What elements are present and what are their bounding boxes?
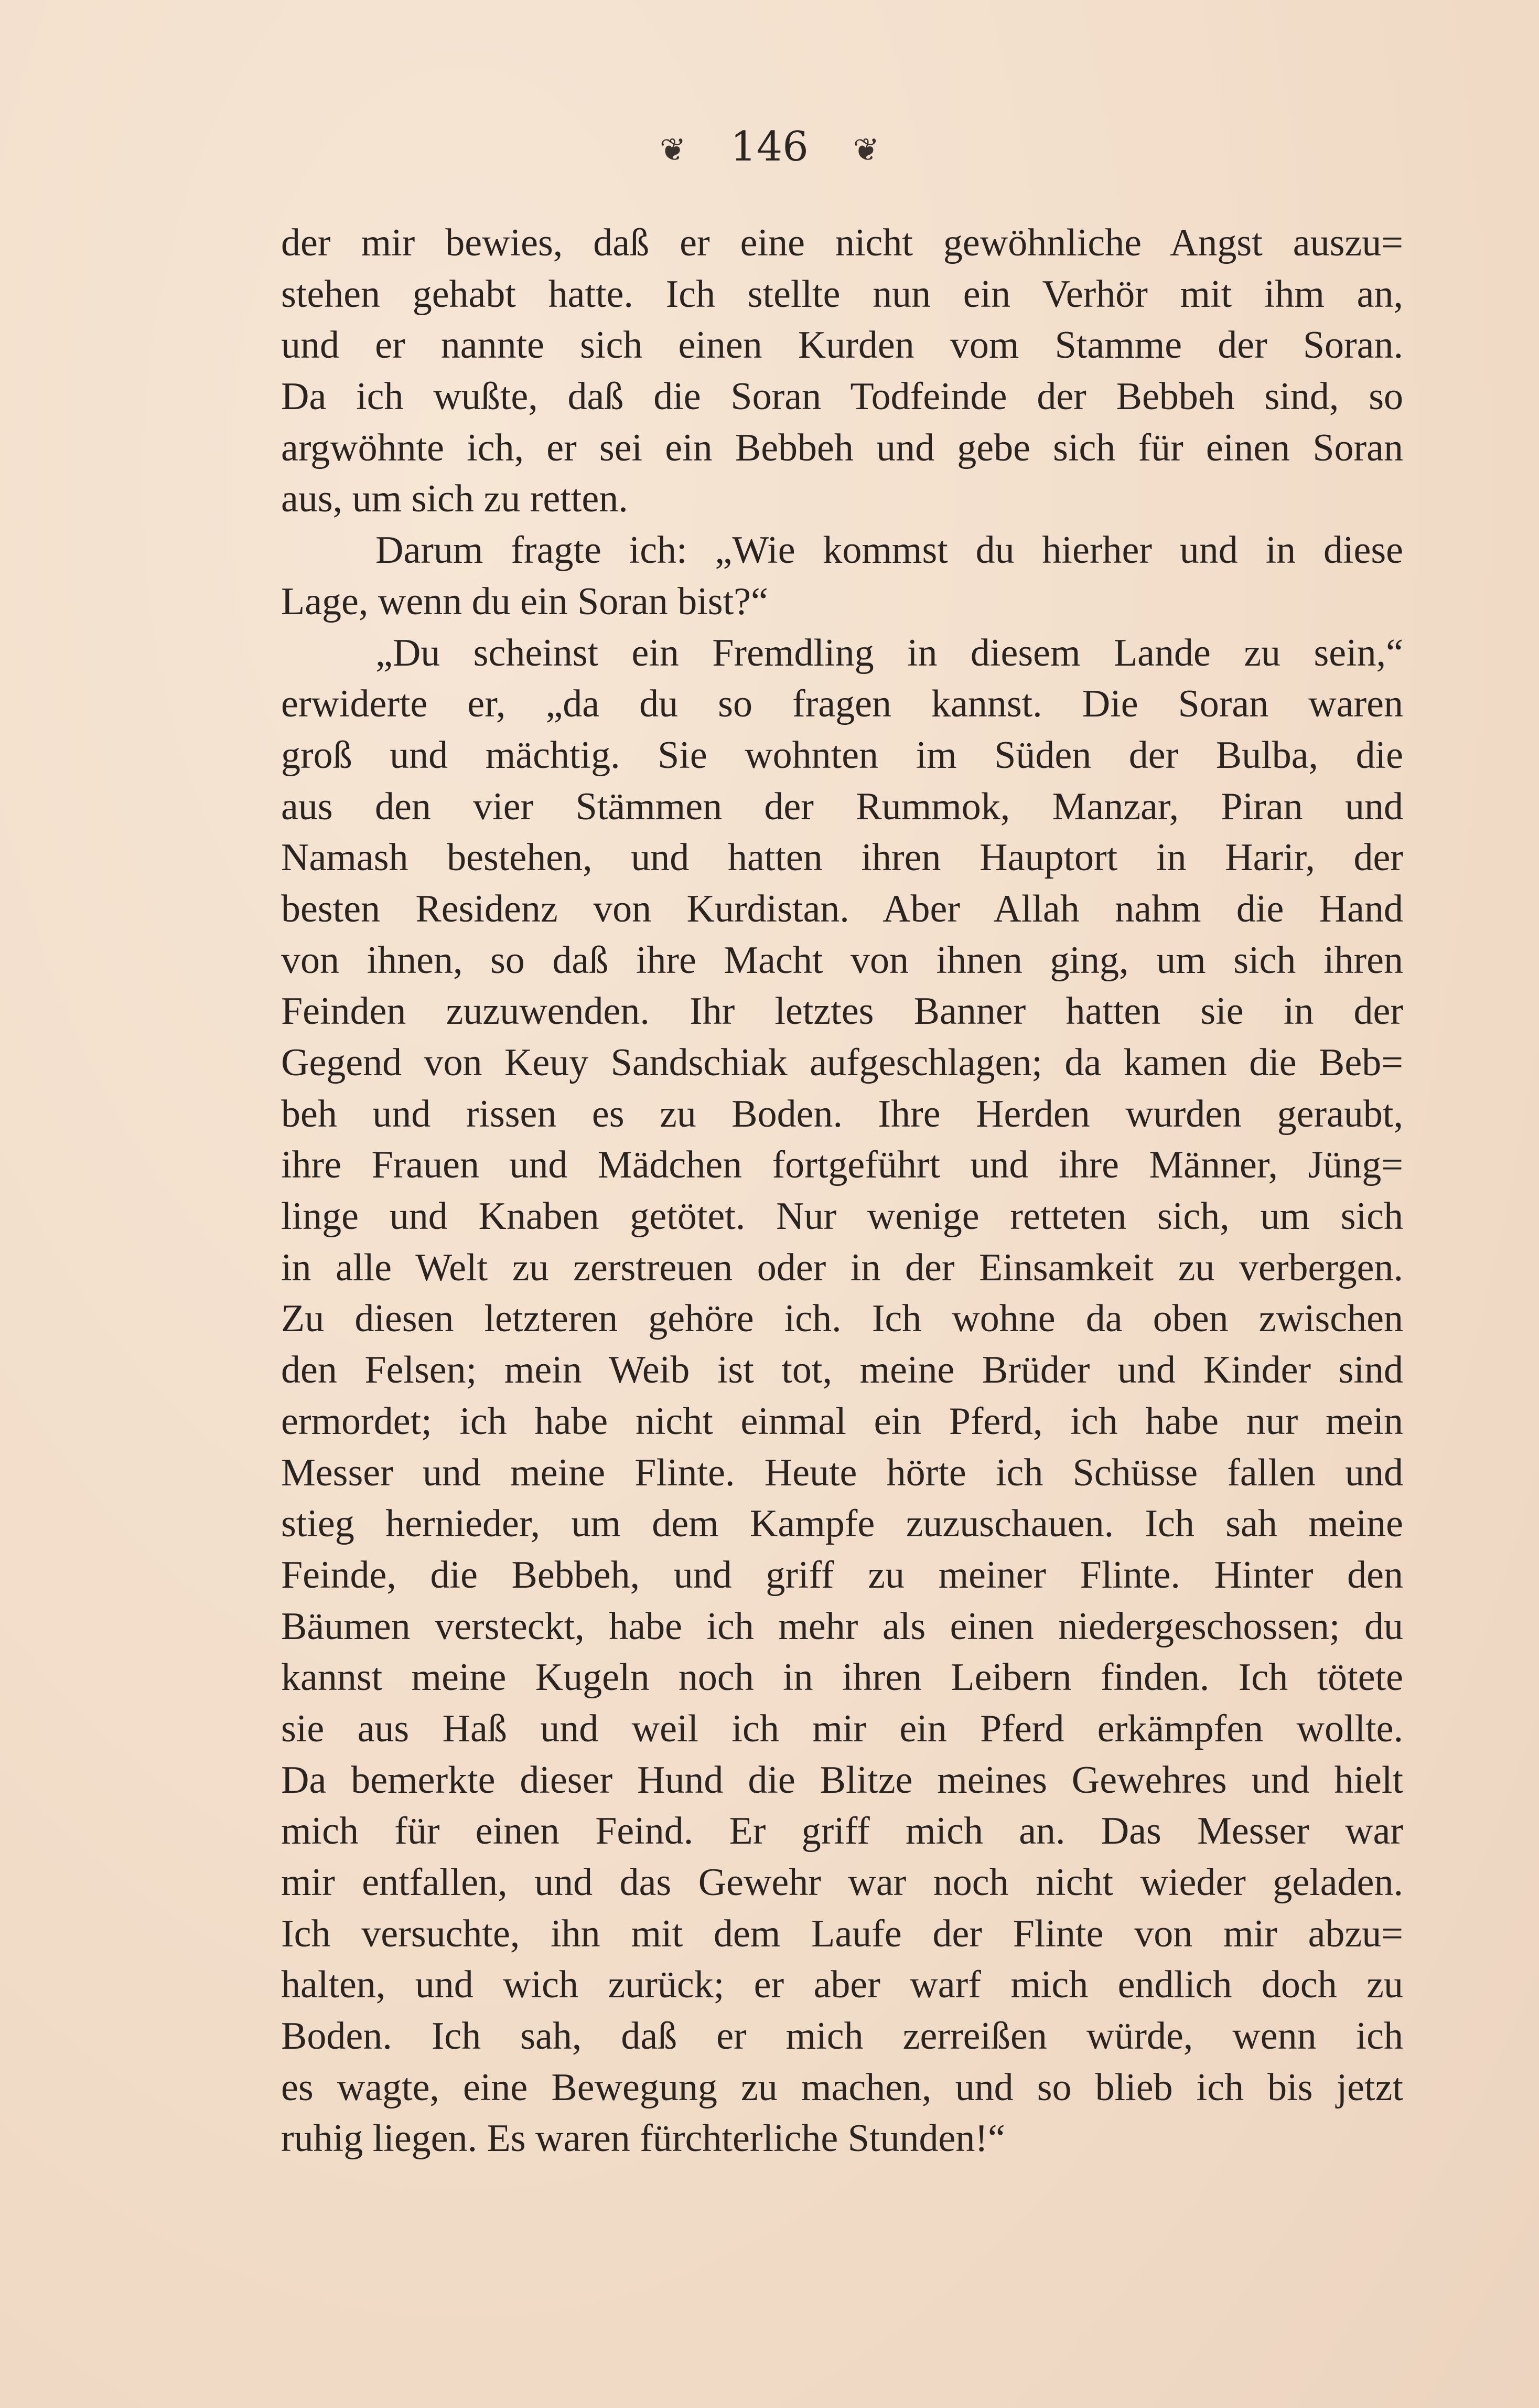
flower-ornament-right-icon: ❦ xyxy=(853,131,880,168)
text-line: Gegend von Keuy Sandschiak aufgeschlagen; da kamen die Beb= xyxy=(281,1041,1403,1084)
text-line: sie aus Haß und weil ich mir ein Pferd erkämpfen wollte. xyxy=(281,1707,1403,1750)
text-line: Feinden zuzuwenden. Ihr letztes Banner hatten sie in der xyxy=(281,990,1403,1033)
text-line: mich für einen Feind. Er griff mich an. Das Messer war xyxy=(281,1810,1403,1853)
text-line: ihre Frauen und Mädchen fortgeführt und ihre Männer, Jüng= xyxy=(281,1143,1403,1187)
text-line: Da bemerkte dieser Hund die Blitze meines Gewehres und hielt xyxy=(281,1758,1403,1802)
text-line: von ihnen, so daß ihre Macht von ihnen ging, um sich ihren xyxy=(281,938,1403,982)
text-line: groß und mächtig. Sie wohnten im Süden der Bulba, die xyxy=(281,733,1403,777)
text-line: kannst meine Kugeln noch in ihren Leibern finden. Ich tötete xyxy=(281,1656,1403,1699)
text-line: Bäumen versteckt, habe ich mehr als einen niedergeschossen; du xyxy=(281,1604,1403,1648)
text-line: stehen gehabt hatte. Ich stellte nun ein Verhör mit ihm an, xyxy=(281,272,1403,316)
text-line: Darum fragte ich: „Wie kommst du hierher und in diese xyxy=(375,529,1403,572)
text-line: argwöhnte ich, er sei ein Bebbeh und gebe sich für einen Soran xyxy=(281,426,1403,469)
text-line: es wagte, eine Bewegung zu machen, und so blieb ich bis jetzt xyxy=(281,2065,1403,2109)
text-line: Ich versuchte, ihn mit dem Laufe der Flinte von mir abzu= xyxy=(281,1912,1403,1955)
text-line: Zu diesen letzteren gehöre ich. Ich wohne da oben zwischen xyxy=(281,1297,1403,1341)
text-line: Feinde, die Bebbeh, und griff zu meiner Flinte. Hinter den xyxy=(281,1553,1403,1597)
text-line: „Du scheinst ein Fremdling in diesem Lande zu sein,“ xyxy=(375,631,1403,675)
text-line: Messer und meine Flinte. Heute hörte ich Schüsse fallen und xyxy=(281,1451,1403,1494)
text-line: den Felsen; mein Weib ist tot, meine Brüder und Kinder sind xyxy=(281,1349,1403,1392)
text-line: in alle Welt zu zerstreuen oder in der Einsamkeit zu verbergen. xyxy=(281,1246,1403,1289)
page-body-text xyxy=(281,218,1403,2165)
text-line: ruhig liegen. Es waren fürchterliche Stunden!“ xyxy=(281,2117,1005,2160)
text-line: der mir bewies, daß er eine nicht gewöhnliche Angst auszu= xyxy=(281,221,1403,264)
text-line: Boden. Ich sah, daß er mich zerreißen würde, wenn ich xyxy=(281,2015,1403,2058)
page-header xyxy=(0,123,1539,170)
text-line: und er nannte sich einen Kurden vom Stamme der Soran. xyxy=(281,324,1403,367)
text-line: besten Residenz von Kurdistan. Aber Allah nahm die Hand xyxy=(281,887,1403,930)
text-line: beh und rissen es zu Boden. Ihre Herden wurden geraubt, xyxy=(281,1092,1403,1136)
page-number: 146 xyxy=(730,123,809,170)
text-line: Da ich wußte, daß die Soran Todfeinde der Bebbeh sind, so xyxy=(281,375,1403,419)
text-line: linge und Knaben getötet. Nur wenige retteten sich, um sich xyxy=(281,1195,1403,1238)
text-line: mir entfallen, und das Gewehr war noch nicht wieder geladen. xyxy=(281,1861,1403,1904)
text-line: Lage, wenn du ein Soran bist?“ xyxy=(281,580,768,623)
text-line: stieg hernieder, um dem Kampfe zuzuschauen. Ich sah meine xyxy=(281,1502,1403,1546)
text-line: erwiderte er, „da du so fragen kannst. Die Soran waren xyxy=(281,682,1403,726)
text-line: halten, und wich zurück; er aber warf mich endlich doch zu xyxy=(281,1963,1403,2007)
text-line: ermordet; ich habe nicht einmal ein Pferd, ich habe nur mein xyxy=(281,1399,1403,1443)
text-line: aus, um sich zu retten. xyxy=(281,477,628,521)
text-line: aus den vier Stämmen der Rummok, Manzar, Piran und xyxy=(281,785,1403,828)
text-line: Namash bestehen, und hatten ihren Hauptort in Harir, der xyxy=(281,836,1403,880)
flower-ornament-left-icon: ❦ xyxy=(659,131,686,168)
